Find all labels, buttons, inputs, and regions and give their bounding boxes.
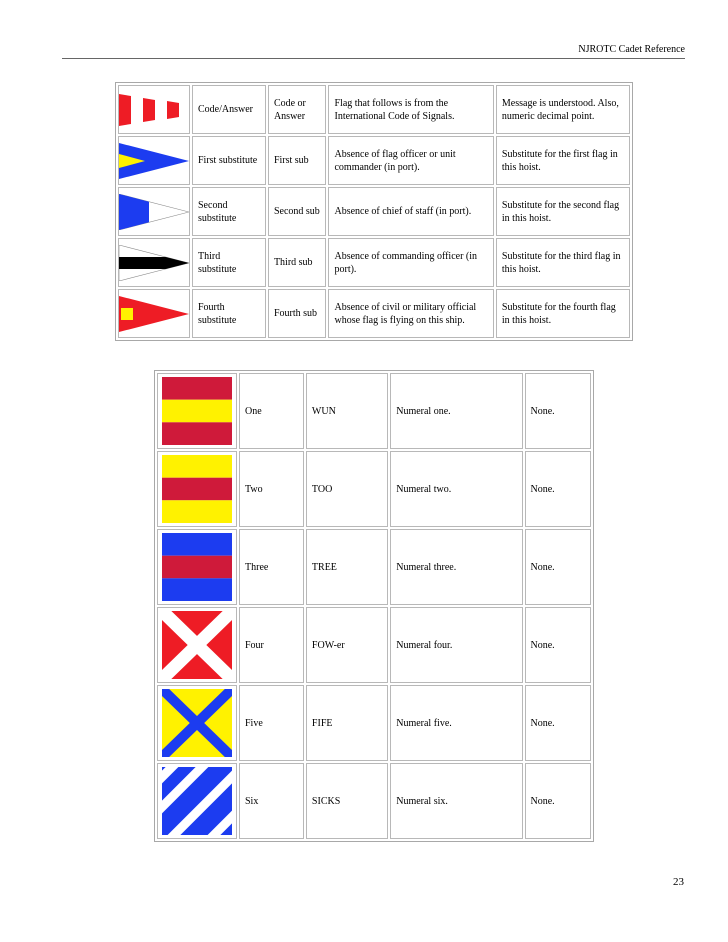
name-cell: Second substitute — [192, 187, 266, 236]
meaning-cell: Absence of commanding officer (in port). — [328, 238, 493, 287]
header-title: NJROTC Cadet Reference — [578, 44, 685, 55]
meaning-cell: Numeral three. — [390, 529, 522, 605]
flag-cell — [157, 685, 237, 761]
flag-cell — [157, 529, 237, 605]
meaning-cell: Numeral one. — [390, 373, 522, 449]
numeral-three-flag-icon — [162, 533, 232, 601]
flag-cell — [157, 451, 237, 527]
flag-cell — [157, 763, 237, 839]
notes-cell: None. — [525, 451, 592, 527]
pronunciation-cell: SICKS — [306, 763, 388, 839]
pronunciation-cell: TREE — [306, 529, 388, 605]
notes-cell: None. — [525, 529, 592, 605]
meaning-cell: Absence of flag officer or unit commander (in port). — [328, 136, 493, 185]
notes-cell: None. — [525, 373, 592, 449]
notes-cell: None. — [525, 607, 592, 683]
name-cell: Four — [239, 607, 304, 683]
pronunciation-cell: WUN — [306, 373, 388, 449]
pronunciation-cell: FIFE — [306, 685, 388, 761]
third-substitute-pennant-icon — [119, 245, 189, 281]
substitute-pennants-table — [115, 82, 633, 341]
pronunciation-cell: First sub — [268, 136, 327, 185]
table-row — [118, 136, 630, 185]
code-answer-pennant-icon — [119, 93, 189, 127]
table-row — [118, 85, 630, 134]
fourth-substitute-pennant-icon — [119, 296, 189, 332]
flag-cell — [118, 187, 190, 236]
name-cell: Code/Answer — [192, 85, 266, 134]
table-row — [157, 451, 591, 527]
pronunciation-cell: Second sub — [268, 187, 327, 236]
meaning-cell: Flag that follows is from the International Code of Signals. — [328, 85, 493, 134]
meaning-cell: Numeral five. — [390, 685, 522, 761]
name-cell: Five — [239, 685, 304, 761]
numeral-five-flag-icon — [162, 689, 232, 757]
first-substitute-pennant-icon — [119, 143, 189, 179]
table-row — [118, 238, 630, 287]
flag-cell — [118, 289, 190, 338]
meaning-cell: Numeral four. — [390, 607, 522, 683]
numeral-two-flag-icon — [162, 455, 232, 523]
name-cell: First substitute — [192, 136, 266, 185]
meaning-cell: Absence of chief of staff (in port). — [328, 187, 493, 236]
meaning-cell: Absence of civil or military official whose flag is flying on this ship. — [328, 289, 493, 338]
table-row — [118, 289, 630, 338]
notes-cell: Substitute for the second flag in this hoist. — [496, 187, 630, 236]
flag-cell — [157, 607, 237, 683]
flag-cell — [157, 373, 237, 449]
table-row — [118, 187, 630, 236]
pronunciation-cell: Code or Answer — [268, 85, 327, 134]
page-header — [0, 0, 728, 60]
name-cell: Fourth substitute — [192, 289, 266, 338]
name-cell: Two — [239, 451, 304, 527]
second-substitute-pennant-icon — [119, 194, 189, 230]
numeral-six-flag-icon — [162, 767, 232, 835]
numeral-four-flag-icon — [162, 611, 232, 679]
meaning-cell: Numeral six. — [390, 763, 522, 839]
meaning-cell: Numeral two. — [390, 451, 522, 527]
page-number: 23 — [673, 876, 684, 888]
pronunciation-cell: Third sub — [268, 238, 327, 287]
notes-cell: Substitute for the first flag in this hoist. — [496, 136, 630, 185]
name-cell: Third substitute — [192, 238, 266, 287]
notes-cell: Substitute for the third flag in this hoist. — [496, 238, 630, 287]
pronunciation-cell: TOO — [306, 451, 388, 527]
notes-cell: Message is understood. Also, numeric decimal point. — [496, 85, 630, 134]
name-cell: Three — [239, 529, 304, 605]
table-row — [157, 607, 591, 683]
table-row — [157, 685, 591, 761]
table-row — [157, 529, 591, 605]
flag-cell — [118, 136, 190, 185]
name-cell: One — [239, 373, 304, 449]
notes-cell: None. — [525, 763, 592, 839]
numeral-flags-table — [154, 370, 594, 842]
flag-cell — [118, 238, 190, 287]
notes-cell: Substitute for the fourth flag in this hoist. — [496, 289, 630, 338]
numeral-one-flag-icon — [162, 377, 232, 445]
pronunciation-cell: FOW-er — [306, 607, 388, 683]
pronunciation-cell: Fourth sub — [268, 289, 327, 338]
notes-cell: None. — [525, 685, 592, 761]
table-row — [157, 763, 591, 839]
name-cell: Six — [239, 763, 304, 839]
table-row — [157, 373, 591, 449]
header-rule — [62, 58, 685, 59]
flag-cell — [118, 85, 190, 134]
